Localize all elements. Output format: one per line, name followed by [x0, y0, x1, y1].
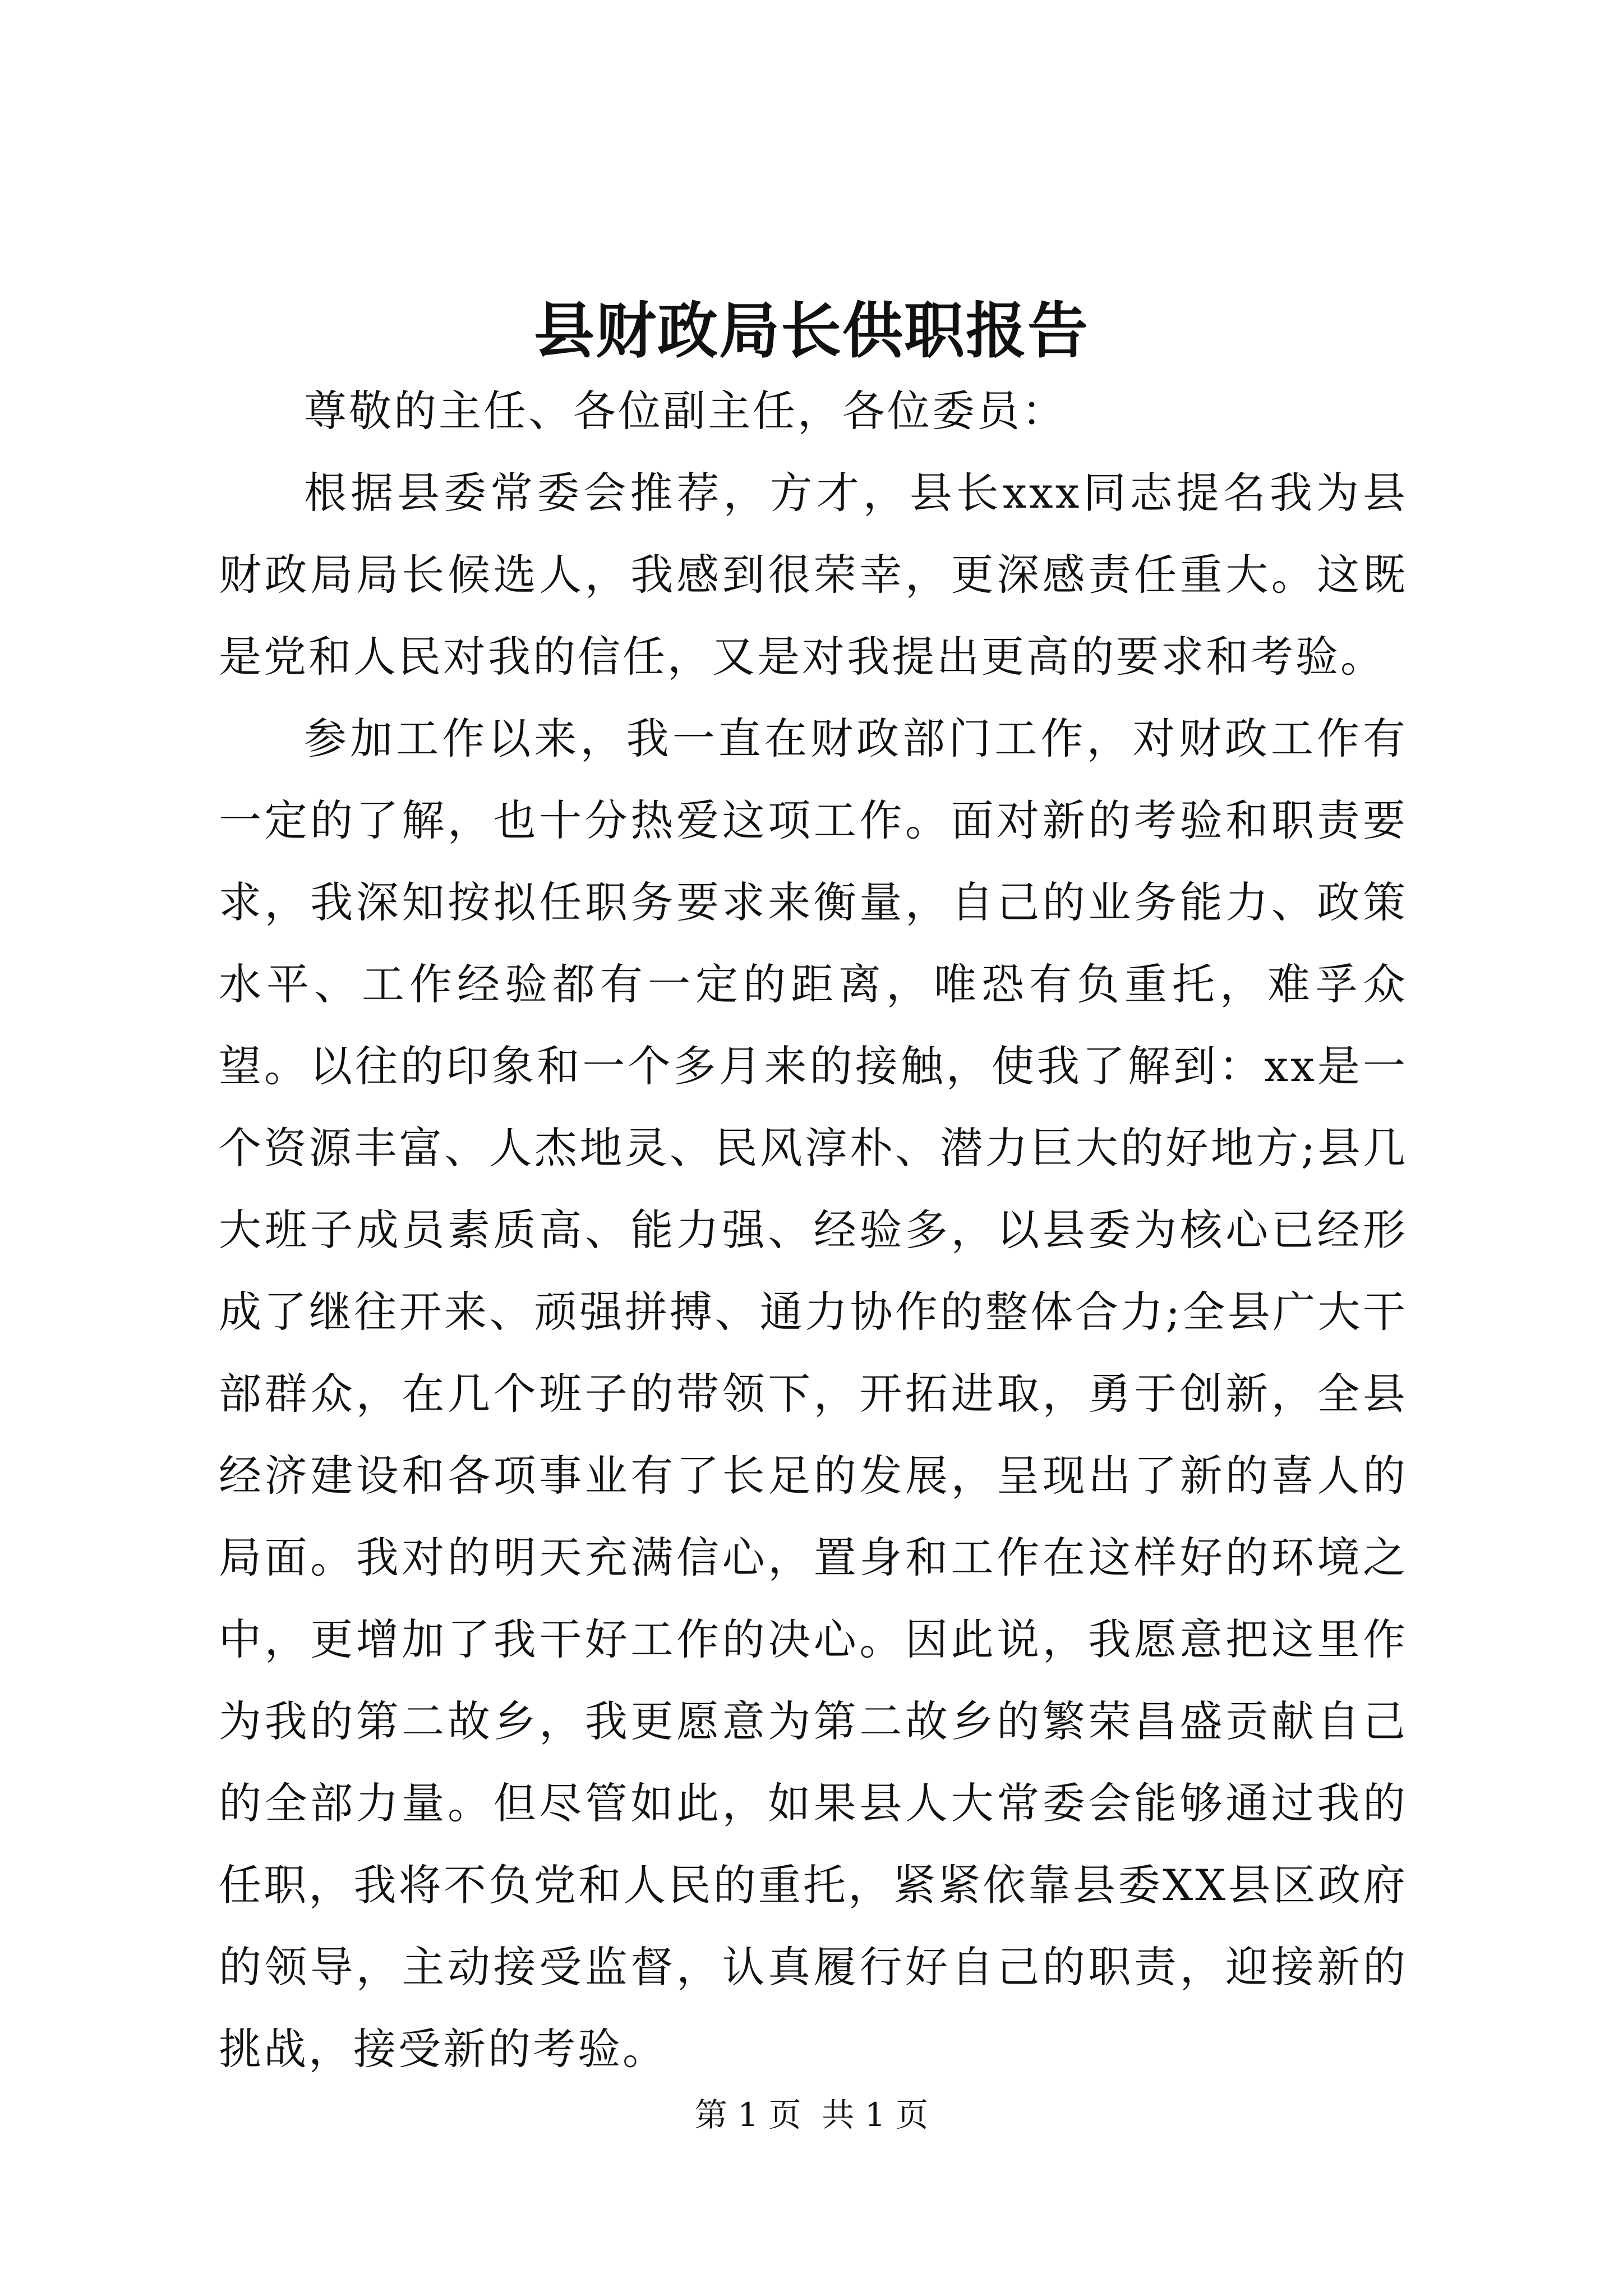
page-footer: [0, 2092, 1623, 2137]
document-body: [219, 370, 1408, 2090]
salutation-paragraph: 尊敬的主任、各位副主任，各位委员：: [304, 386, 1067, 436]
body-paragraph-2: 参加工作以来，我一直在财政部门工作，对财政工作有一定的了解，也十分热爱这项工作。面对新的考验和职责要求，我深知按拟任职务要求来衡量，自己的业务能力、政策水平、工作经验都有一定的距离，唯恐有负重托，难孚众望。以往的印象和一个多月来的接触，使我了解到：xx是一个资源丰富、人杰地灵、民风淳朴、潜力巨大的好地方;县几大班子成员素质高、能力强、经验多，以县委为核心已经形成了继往开来、顽强拼搏、通力协作的整体合力;全县广大干部群众，在几个班子的带领下，开拓进取，勇于创新，全县经济建设和各项事业有了长足的发展，呈现出了新的喜人的局面。我对的明天充满信心，置身和工作在这样好的环境之中，更增加了我干好工作的决心。因此说，我愿意把这里作为我的第二故乡，我更愿意为第二故乡的繁荣昌盛贡献自己的全部力量。但尽管如此，如果县人大常委会能够通过我的任职，我将不负党和人民的重托，紧紧依靠县委XX县区政府的领导，主动接受监督，认真履行好自己的职责，迎接新的挑战，接受新的考验。: [219, 714, 1408, 2074]
body-paragraph-1: 根据县委常委会推荐，方才，县长xxx同志提名我为县财政局局长候选人，我感到很荣幸，更深感责任重大。这既是党和人民对我的信任，又是对我提出更高的要求和考验。: [219, 468, 1408, 682]
page-number-label: 第 1 页 共 1 页: [694, 2096, 929, 2134]
document-title: 县财政局长供职报告: [533, 296, 1089, 366]
